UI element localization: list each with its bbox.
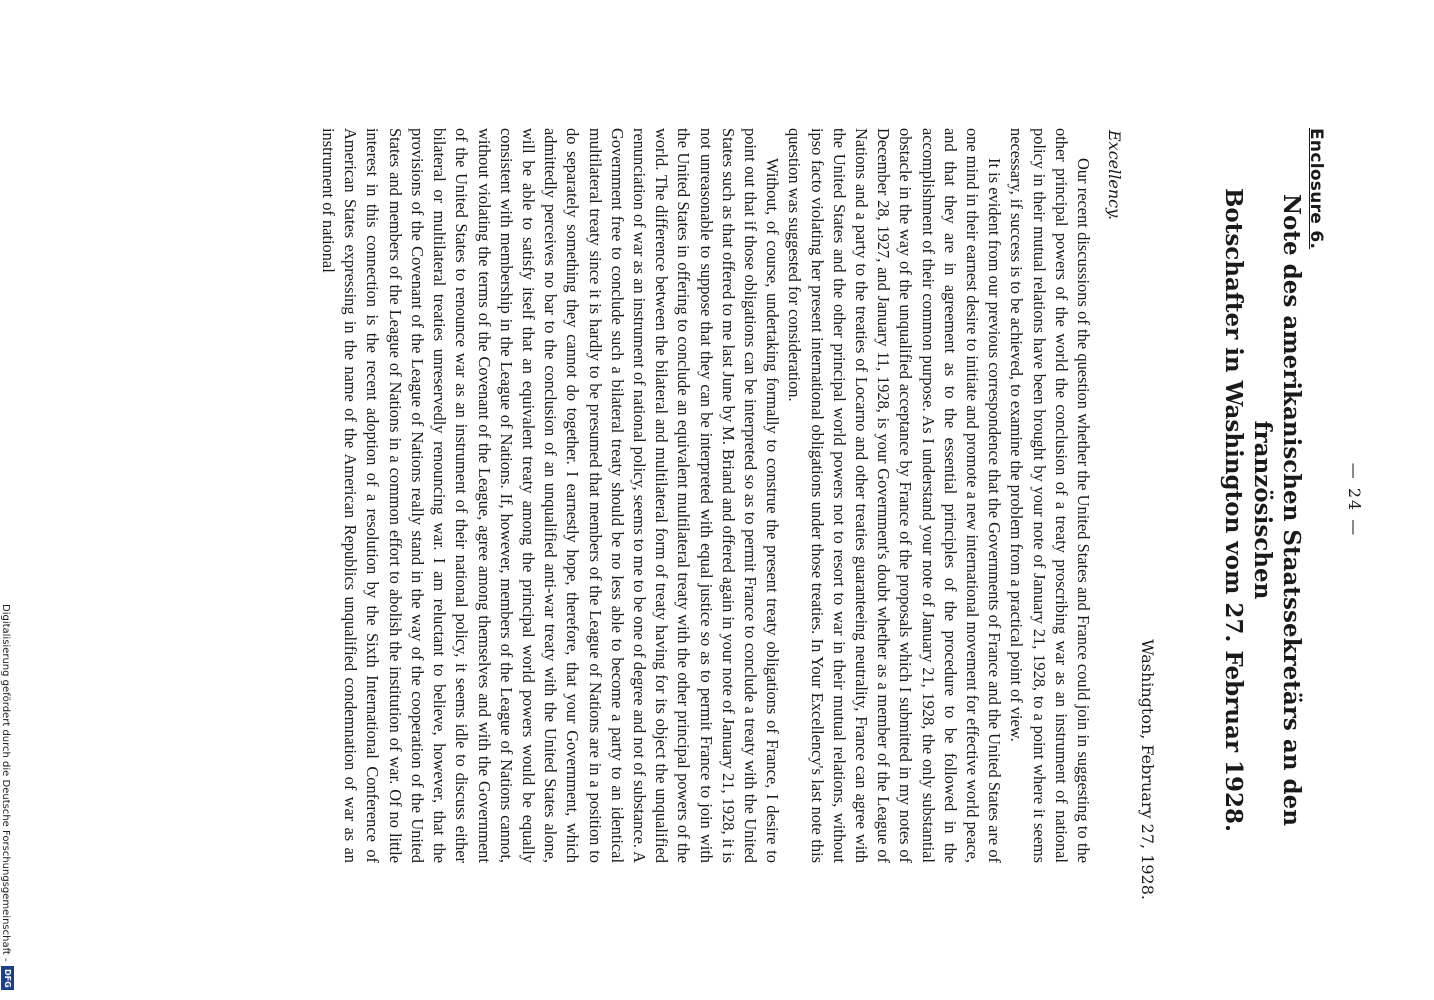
paragraph-1: Our recent discussions of the question whether the United States and France could join in suggesting to the other principal powers of the world the conclusion of a treaty proscribing war as an instrument of national policy in their mutual relations have been brought by your note of January 21, 1928, to a point where it seems necessary, if success is to be achieved, to examine the problem from a practical point of view. <box>1007 128 1093 863</box>
dateline: Washington, February 27, 1928. <box>1138 639 1157 900</box>
salutation: Excellency. <box>1105 130 1124 221</box>
paragraph-2: It is evident from our previous correspondence that the Governments of France and the United States are of one mind in their earnest desire to initiate and promote a new international movement for effective world peace, and that they are in agreement as to the essential principles of the procedure to be followed in the accomplishment of their common purpose. As I understand your note of January 21, 1928, the only substantial obstacle in the way of the unqualified acceptance by France of the proposals which I submitted in my notes of December 28, 1927, and January 11, 1928, is your Government's doubt whether as a member of the League of Nations and a party to the treaties of Locarno and other treaties guaranteeing neutrality, France can agree with the United States and the other principal world powers not to resort to war in their mutual relations, without ipso facto violating her present international obligations under those treaties. In Your Excellency's last note this question was suggested for consideration. <box>785 128 1005 863</box>
title-line-1: Note des amerikanischen Staatssekretärs an den französischen <box>1249 194 1305 826</box>
document-title <box>1219 150 1306 870</box>
enclosure-label: Enclosure 6. <box>1306 128 1326 250</box>
page-number: — 24 — <box>1345 462 1364 538</box>
dfg-logo: DFG <box>1 966 14 990</box>
letter-body <box>199 128 1094 863</box>
paragraph-3: Without, of course, undertaking formally to construe the present treaty obligations of France, I desire to point out that if those obligations can be interpreted so as to permit France to conclude a treaty with the United States such as that offered to me last June by M. Briand and offered again in your note of January 21, 1928, it is not unreasonable to suppose that they can be interpreted with equal justice so as to permit France to join with the United States in offering to conclude an equivalent multilateral treaty with the other principal powers of the world. The difference between the bilateral and multilateral form of treaty having for its object the unqualified renunciation of war as an instrument of national policy, seems to me to be one of degree and not of substance. A Government free to conclude such a bilateral treaty should be no less able to become a party to an identical multilateral treaty since it is hardly to be presumed that members of the League of Nations are in a position to do separately something they cannot do together. I earnestly hope, therefore, that your Government, which admittedly perceives no bar to the conclusion of an unqualified anti-war treaty with the United States alone, will be able to satisfy itself that an equivalent treaty among the principal world powers would be equally consistent with membership in the League of Nations. If, however, members of the League of Nations cannot, without violating the terms of the Covenant of the League, agree among themselves and with the Government of the United States to renounce war as an instrument of their national policy, it seems idle to discuss either bilateral or multilateral treaties unreservedly renouncing war. I am reluctant to believe, however, that the provisions of the Covenant of the League of Nations really stand in the way of the cooperation of the United States and members of the League of Nations in a common effort to abolish the institution of war. Of no little interest in this connection is the recent adoption of a resolution by the Sixth International Conference of American States expressing in the name of the American Republics unqualified condemnation of war as an instrument of national <box>319 128 783 863</box>
title-line-2: Botschafter in Washington vom 27. Februar 1928. <box>1220 187 1247 833</box>
credit-text: Digitalisierung gefördert durch die Deutsche Forschungsgemeinschaft - <box>0 604 11 962</box>
